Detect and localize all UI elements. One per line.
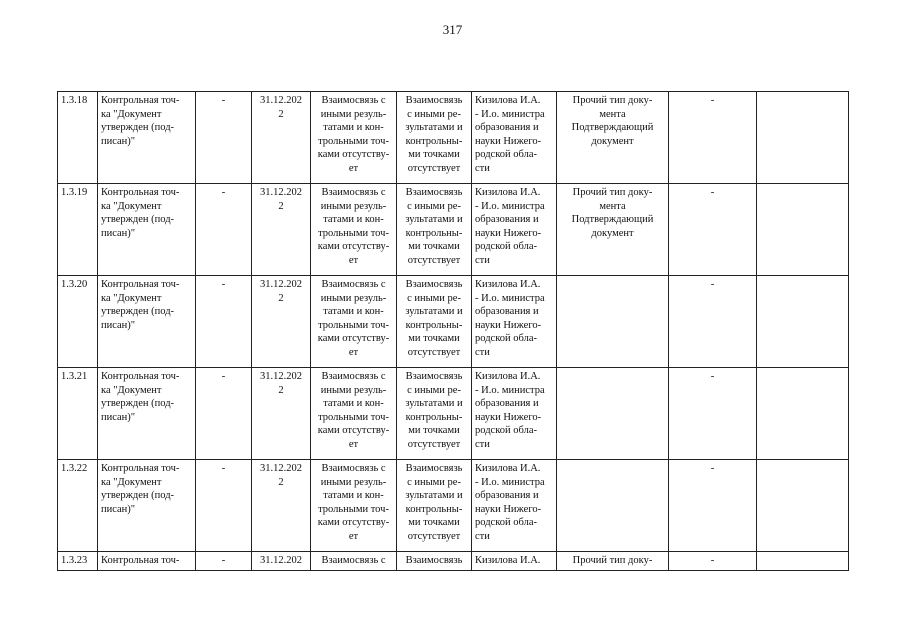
information-system: - bbox=[669, 460, 757, 552]
control-point-name bbox=[98, 276, 196, 368]
relation-control-points-line: ми точками bbox=[408, 517, 460, 529]
document-type-line: документ bbox=[591, 227, 634, 239]
relation-results bbox=[311, 460, 397, 552]
information-system: - bbox=[669, 552, 757, 571]
control-point-name-line: ка "Документ bbox=[101, 384, 162, 396]
relation-control-points-line: контрольны- bbox=[405, 503, 463, 515]
control-point-name bbox=[98, 92, 196, 184]
responsible-person-line: - И.о. министра bbox=[475, 292, 545, 304]
due-date bbox=[252, 368, 311, 460]
row-number: 1.3.20 bbox=[58, 276, 98, 368]
responsible-person-line: - И.о. министра bbox=[475, 384, 545, 396]
document-type-line: Подтверждающий bbox=[571, 122, 654, 134]
control-point-name-line: утвержден (под- bbox=[101, 490, 175, 502]
row-number: 1.3.22 bbox=[58, 460, 98, 552]
document-type-line: мента bbox=[599, 108, 626, 120]
relation-control-points-line: контрольны- bbox=[405, 135, 463, 147]
due-date-line: 2 bbox=[278, 108, 284, 120]
responsible-person-line: родской обла- bbox=[475, 333, 537, 345]
responsible-person-line: науки Нижего- bbox=[475, 227, 542, 239]
control-point-name bbox=[98, 552, 196, 571]
responsible-person-line: сти bbox=[475, 162, 490, 174]
responsible-person-line: сти bbox=[475, 530, 490, 542]
extra-cell bbox=[757, 184, 849, 276]
relation-control-points bbox=[397, 460, 472, 552]
table-row bbox=[58, 368, 849, 460]
relation-results-line: иными резуль- bbox=[320, 200, 387, 212]
responsible-person-line: - И.о. министра bbox=[475, 476, 545, 488]
document-type bbox=[557, 184, 669, 276]
responsible-person-line: науки Нижего- bbox=[475, 503, 542, 515]
row-number: 1.3.23 bbox=[58, 552, 98, 571]
responsible-person bbox=[472, 552, 557, 571]
control-point-name bbox=[98, 460, 196, 552]
control-point-name-line: ка "Документ bbox=[101, 200, 162, 212]
relation-control-points-line: Взаимосвязь bbox=[405, 371, 463, 382]
responsible-person-line: сти bbox=[475, 438, 490, 450]
due-date-line: 2 bbox=[278, 384, 284, 396]
relation-control-points-line: с иными ре- bbox=[407, 384, 461, 396]
relation-control-points-line: отсутствует bbox=[407, 254, 461, 266]
relation-control-points-line: ми точками bbox=[408, 149, 460, 161]
table-row bbox=[58, 276, 849, 368]
extra-cell bbox=[757, 92, 849, 184]
document-type bbox=[557, 552, 669, 571]
responsible-person-line: родской обла- bbox=[475, 425, 537, 437]
row-number: 1.3.18 bbox=[58, 92, 98, 184]
due-date bbox=[252, 184, 311, 276]
due-date-line: 2 bbox=[278, 476, 284, 488]
predecessor-value: - bbox=[196, 276, 252, 368]
relation-results-line: татами и кон- bbox=[323, 122, 384, 134]
extra-cell bbox=[757, 460, 849, 552]
relation-results-line: трольными точ- bbox=[318, 227, 389, 239]
document-type-line: Подтверждающий bbox=[571, 214, 654, 226]
relation-results-line: трольными точ- bbox=[318, 503, 389, 515]
responsible-person bbox=[472, 368, 557, 460]
extra-cell bbox=[757, 276, 849, 368]
information-system: - bbox=[669, 92, 757, 184]
responsible-person-line: родской обла- bbox=[475, 517, 537, 529]
relation-control-points-line: зультатами и bbox=[405, 306, 463, 318]
relation-results-line: ками отсутству- bbox=[317, 425, 390, 437]
due-date-line: 31.12.202 bbox=[260, 555, 302, 566]
relation-control-points-line: Взаимосвязь bbox=[405, 187, 463, 198]
relation-results-line: трольными точ- bbox=[318, 319, 389, 331]
relation-results-line: трольными точ- bbox=[318, 411, 389, 423]
relation-control-points-line: отсутствует bbox=[407, 162, 461, 174]
relation-control-points bbox=[397, 184, 472, 276]
relation-control-points-line: Взаимосвязь bbox=[405, 279, 463, 290]
row-number: 1.3.21 bbox=[58, 368, 98, 460]
relation-results-line: ет bbox=[348, 346, 359, 358]
relation-results-line: Взаимосвязь с bbox=[321, 371, 386, 382]
relation-control-points-line: с иными ре- bbox=[407, 476, 461, 488]
relation-results-line: татами и кон- bbox=[323, 214, 384, 226]
relation-results-line: ками отсутству- bbox=[317, 517, 390, 529]
control-point-name-line: Контрольная точ- bbox=[101, 463, 180, 474]
document-type-line: мента bbox=[599, 200, 626, 212]
predecessor-value: - bbox=[196, 460, 252, 552]
relation-results-line: трольными точ- bbox=[318, 135, 389, 147]
relation-results-line: Взаимосвязь с bbox=[321, 463, 386, 474]
due-date-line: 31.12.202 bbox=[260, 95, 302, 106]
relation-control-points bbox=[397, 92, 472, 184]
responsible-person-line: образования и bbox=[475, 490, 539, 502]
relation-control-points-line: зультатами и bbox=[405, 490, 463, 502]
relation-control-points-line: с иными ре- bbox=[407, 200, 461, 212]
control-point-name-line: писан)" bbox=[101, 319, 136, 331]
row-number: 1.3.19 bbox=[58, 184, 98, 276]
relation-control-points-line: зультатами и bbox=[405, 398, 463, 410]
relation-control-points bbox=[397, 276, 472, 368]
responsible-person-line: образования и bbox=[475, 214, 539, 226]
extra-cell bbox=[757, 552, 849, 571]
control-point-name-line: ка "Документ bbox=[101, 108, 162, 120]
due-date-line: 2 bbox=[278, 200, 284, 212]
relation-results-line: ет bbox=[348, 438, 359, 450]
document-type bbox=[557, 460, 669, 552]
relation-control-points-line: Взаимосвязь bbox=[405, 555, 463, 566]
due-date-line: 31.12.202 bbox=[260, 279, 302, 290]
due-date bbox=[252, 460, 311, 552]
control-point-name-line: Контрольная точ- bbox=[101, 371, 180, 382]
responsible-person-line: образования и bbox=[475, 122, 539, 134]
relation-control-points-line: ми точками bbox=[408, 333, 460, 345]
predecessor-value: - bbox=[196, 552, 252, 571]
responsible-person-line: Кизилова И.А. bbox=[475, 555, 541, 566]
responsible-person-line: - И.о. министра bbox=[475, 108, 545, 120]
due-date bbox=[252, 552, 311, 571]
relation-control-points-line: зультатами и bbox=[405, 122, 463, 134]
responsible-person-line: - И.о. министра bbox=[475, 200, 545, 212]
relation-results-line: Взаимосвязь с bbox=[321, 95, 386, 106]
responsible-person-line: науки Нижего- bbox=[475, 319, 542, 331]
responsible-person bbox=[472, 276, 557, 368]
due-date-line: 31.12.202 bbox=[260, 187, 302, 198]
relation-control-points-line: контрольны- bbox=[405, 411, 463, 423]
relation-results bbox=[311, 184, 397, 276]
relation-results-line: Взаимосвязь с bbox=[321, 555, 386, 566]
document-type bbox=[557, 276, 669, 368]
control-point-name-line: Контрольная точ- bbox=[101, 279, 180, 290]
responsible-person-line: родской обла- bbox=[475, 241, 537, 253]
relation-control-points-line: Взаимосвязь bbox=[405, 95, 463, 106]
control-point-name-line: писан)" bbox=[101, 503, 136, 515]
relation-control-points-line: контрольны- bbox=[405, 319, 463, 331]
responsible-person-line: Кизилова И.А. bbox=[475, 463, 541, 474]
information-system: - bbox=[669, 184, 757, 276]
relation-results-line: иными резуль- bbox=[320, 108, 387, 120]
relation-results-line: Взаимосвязь с bbox=[321, 187, 386, 198]
relation-results bbox=[311, 368, 397, 460]
relation-results-line: татами и кон- bbox=[323, 490, 384, 502]
relation-control-points-line: Взаимосвязь bbox=[405, 463, 463, 474]
relation-results bbox=[311, 92, 397, 184]
document-type bbox=[557, 368, 669, 460]
information-system: - bbox=[669, 276, 757, 368]
control-point-name-line: Контрольная точ- bbox=[101, 187, 180, 198]
predecessor-value: - bbox=[196, 184, 252, 276]
relation-control-points bbox=[397, 552, 472, 571]
responsible-person-line: Кизилова И.А. bbox=[475, 95, 541, 106]
responsible-person-line: Кизилова И.А. bbox=[475, 371, 541, 382]
responsible-person bbox=[472, 460, 557, 552]
relation-control-points-line: отсутствует bbox=[407, 530, 461, 542]
relation-results-line: татами и кон- bbox=[323, 306, 384, 318]
relation-control-points bbox=[397, 368, 472, 460]
due-date-line: 31.12.202 bbox=[260, 371, 302, 382]
relation-results-line: иными резуль- bbox=[320, 384, 387, 396]
relation-results-line: ет bbox=[348, 254, 359, 266]
document-type-line: Прочий тип доку- bbox=[572, 555, 653, 566]
document-type bbox=[557, 92, 669, 184]
relation-control-points-line: зультатами и bbox=[405, 214, 463, 226]
relation-results-line: иными резуль- bbox=[320, 292, 387, 304]
relation-control-points-line: контрольны- bbox=[405, 227, 463, 239]
relation-control-points-line: ми точками bbox=[408, 241, 460, 253]
control-point-name bbox=[98, 368, 196, 460]
due-date-line: 2 bbox=[278, 292, 284, 304]
relation-control-points-line: ми точками bbox=[408, 425, 460, 437]
control-point-name-line: утвержден (под- bbox=[101, 122, 175, 134]
control-point-name-line: утвержден (под- bbox=[101, 214, 175, 226]
relation-results bbox=[311, 276, 397, 368]
control-point-name-line: писан)" bbox=[101, 135, 136, 147]
due-date bbox=[252, 276, 311, 368]
predecessor-value: - bbox=[196, 368, 252, 460]
responsible-person-line: образования и bbox=[475, 398, 539, 410]
responsible-person-line: образования и bbox=[475, 306, 539, 318]
table-row bbox=[58, 460, 849, 552]
responsible-person-line: родской обла- bbox=[475, 149, 537, 161]
responsible-person-line: Кизилова И.А. bbox=[475, 187, 541, 198]
relation-results-line: татами и кон- bbox=[323, 398, 384, 410]
due-date-line: 31.12.202 bbox=[260, 463, 302, 474]
page-number: 317 bbox=[442, 22, 463, 37]
control-point-name-line: Контрольная точ- bbox=[101, 555, 180, 566]
control-point-name-line: писан)" bbox=[101, 411, 136, 423]
relation-results-line: ет bbox=[348, 162, 359, 174]
control-point-name-line: ка "Документ bbox=[101, 476, 162, 488]
responsible-person bbox=[472, 184, 557, 276]
relation-results-line: ет bbox=[348, 530, 359, 542]
relation-control-points-line: с иными ре- bbox=[407, 108, 461, 120]
relation-results-line: Взаимосвязь с bbox=[321, 279, 386, 290]
control-point-name-line: писан)" bbox=[101, 227, 136, 239]
document-type-line: документ bbox=[591, 135, 634, 147]
document-type-line: Прочий тип доку- bbox=[572, 187, 653, 198]
control-point-name-line: утвержден (под- bbox=[101, 398, 175, 410]
due-date bbox=[252, 92, 311, 184]
control-point-name-line: утвержден (под- bbox=[101, 306, 175, 318]
relation-control-points-line: с иными ре- bbox=[407, 292, 461, 304]
responsible-person-line: сти bbox=[475, 254, 490, 266]
information-system: - bbox=[669, 368, 757, 460]
responsible-person-line: Кизилова И.А. bbox=[475, 279, 541, 290]
responsible-person-line: науки Нижего- bbox=[475, 135, 542, 147]
predecessor-value: - bbox=[196, 92, 252, 184]
table-row bbox=[58, 552, 849, 571]
control-point-name bbox=[98, 184, 196, 276]
relation-results-line: ками отсутству- bbox=[317, 333, 390, 345]
table-row bbox=[58, 184, 849, 276]
relation-results-line: ками отсутству- bbox=[317, 149, 390, 161]
relation-results-line: иными резуль- bbox=[320, 476, 387, 488]
control-point-name-line: ка "Документ bbox=[101, 292, 162, 304]
responsible-person bbox=[472, 92, 557, 184]
control-point-name-line: Контрольная точ- bbox=[101, 95, 180, 106]
extra-cell bbox=[757, 368, 849, 460]
responsible-person-line: науки Нижего- bbox=[475, 411, 542, 423]
relation-control-points-line: отсутствует bbox=[407, 438, 461, 450]
responsible-person-line: сти bbox=[475, 346, 490, 358]
relation-control-points-line: отсутствует bbox=[407, 346, 461, 358]
table-row bbox=[58, 92, 849, 184]
document-type-line: Прочий тип доку- bbox=[572, 95, 653, 106]
relation-results-line: ками отсутству- bbox=[317, 241, 390, 253]
relation-results bbox=[311, 552, 397, 571]
control-points-table bbox=[57, 91, 849, 571]
